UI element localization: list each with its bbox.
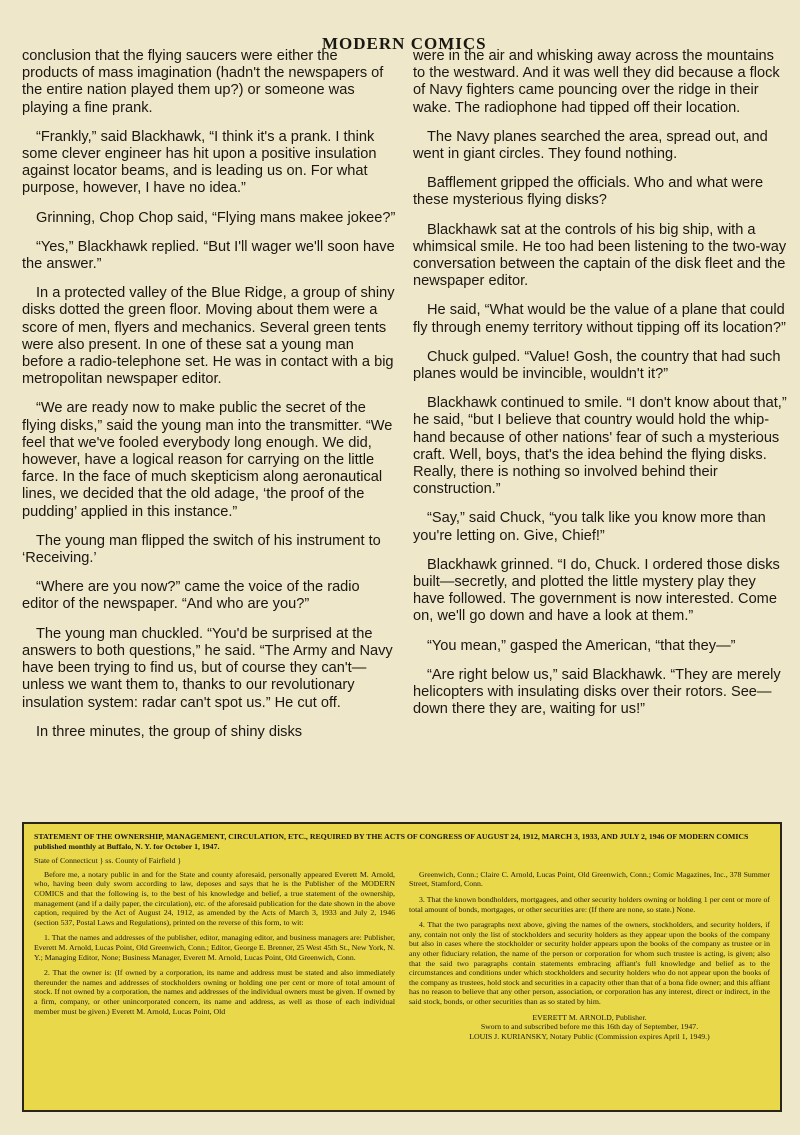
statement-paragraph: 4. That the two paragraphs next above, giving the names of the owners, stockholders, and security holders, if any, contain not only the list of stockholders and security holders as they appear upon the books of the company but also in cases where the stockholder or security holder appears upon the books of the company as trustee or in any other fiduciary relation, the name of the person or corporation for whom such trustee is acting, is given; also that the said two paragraphs contain statements embracing affiant's full knowledge and belief as to the circumstances and conditions under which stockholders and security holders who do not appear upon the books of the company as trustees, hold stock and securities in a capacity other than that of a bona fide owner; and this affiant has no reason to believe that any other person, association, or corporation has any interest, direct or indirect, in the said stock, bonds, or other securities than as so stated by him. [409,920,770,1006]
statement-venue: State of Connecticut } ss. County of Fairfield } [34,856,182,866]
story-paragraph: Grinning, Chop Chop said, “Flying mans makee jokee?” [36,209,396,226]
story-paragraph: “Where are you now?” came the voice of the radio editor of the newspaper. “And who are you?” [22,579,360,613]
statement-left-column [34,870,395,1042]
story-paragraph: The young man flipped the switch of his instrument to ‘Receiving.’ [22,532,381,567]
story-paragraph: Blackhawk grinned. “I do, Chuck. I ordered those disks built—secretly, and plotted the little mystery play they have followed. The government is now interested. Come on, we'll go down and have a look at them.” [413,556,780,625]
story-paragraph: “Are right below us,” said Blackhawk. “They are merely helicopters with insulating disks over their rotors. See—down there they are, waiting for us!” [413,666,781,718]
sworn-line: Sworn to and subscribed before me this 16th day of September, 1947. [480,1022,699,1032]
statement-paragraph: Greenwich, Conn.; Claire C. Arnold, Lucas Point, Old Greenwich, Conn.; Comic Magazines, Inc., 378 Summer Street, Stamford, Conn. [409,869,770,889]
story-paragraph: “Say,” said Chuck, “you talk like you know more than you're letting on. Give, Chief!” [413,510,766,544]
left-text-column [22,48,396,753]
story-paragraph: Blackhawk sat at the controls of his big ship, with a whimsical smile. He too had been listening to the two-way conversation between the captain of the disk fleet and the newspaper editor. [413,221,787,290]
story-paragraph: In a protected valley of the Blue Ridge, a group of shiny disks dotted the green floor. Moving about them were a score of men, flyers and mechanics. Several green tents were also present. In one of these sat a young man before a radio-telephone set. He was in contact with a big metropolitan newspaper editor. [22,285,395,388]
statement-title: STATEMENT OF THE OWNERSHIP, MANAGEMENT, CIRCULATION, ETC., REQUIRED BY THE ACTS OF CONGRESS OF AUGUST 24, 1912, MARCH 3, 1933, AND JULY 2, 1946 OF MODERN COMICS published monthly at Buffalo, N. Y. for October 1, 1947. [34,832,749,851]
story-paragraph: Chuck gulped. “Value! Gosh, the country that had such planes would be invincible, wouldn't it?” [413,348,781,383]
statement-paragraph: 2. That the owner is: (If owned by a corporation, its name and address must be stated and also immediately thereunder the names and addresses of stockholders owning or holding one per cent or more of total amount of stock. If not owned by a corporation, the names and addresses of the individual owners must be given. If owned by a firm, company, or other unincorporated concern, its name and address, as well as those of each individual member must be given.) Everett M. Arnold, Lucas Point, Old [34,968,395,1016]
ownership-statement-box [22,822,782,1112]
story-paragraph: Bafflement gripped the officials. Who and what were these mysterious flying disks? [413,175,764,209]
story-paragraph: conclusion that the flying saucers were either the products of mass imagination (hadn't the newspapers of the entire nation played them up?) or someone was playing a fine prank. [22,48,384,116]
right-text-column [413,48,787,731]
statement-paragraph: 3. That the known bondholders, mortgagees, and other security holders owning or holding 1 per cent or more of total amount of bonds, mortgages, or other securities are: (If there are none, so state.) None. [409,894,770,914]
story-paragraph: The Navy planes searched the area, spread out, and went in giant circles. They found nothing. [413,128,768,163]
story-paragraph: In three minutes, the group of shiny disks [36,723,303,740]
story-paragraph: Blackhawk continued to smile. “I don't know about that,” he said, “but I believe that country would hold the whip-hand because of other nations' fear of such a mysterious craft. Well, boys, that's the idea behind the flying disks. Really, there is nothing so involved behind their construction.” [413,395,787,498]
statement-paragraph: 1. That the names and addresses of the publisher, editor, managing editor, and business managers are: Publisher, Everett M. Arnold, Lucas Point, Old Greenwich, Conn.; Editor, George E. Brenner, 25 West 45th St., New York, N. Y.; Managing Editor, None; Business Manager, Everett M. Arnold, Lucas Point, Old Greenwich, Conn. [34,933,395,962]
story-paragraph: were in the air and whisking away across the mountains to the westward. And it was well they did because a flock of Navy fighters came pouncing over the ridge in their wake. The radiophone had tipped off their location. [413,48,780,116]
notary-signature: LOUIS J. KURIANSKY, Notary Public (Commission expires April 1, 1949.) [469,1031,710,1041]
story-paragraph: “We are ready now to make public the secret of the flying disks,” said the young man into the transmitter. “We feel that we've fooled everybody long enough. We did, however, have a logical reason for carrying on the little farce. In the face of much skepticism along aeronautical lines, we decided that the old adage, ‘the proof of the pudding’ applied in this instance.” [22,400,393,520]
story-paragraph: “You mean,” gasped the American, “that they—” [427,637,736,654]
story-paragraph: “Frankly,” said Blackhawk, “I think it's a prank. I think some clever engineer has hit upon a positive insulation against locator beams, and is leading us on. For what purpose, however, I have no idea.” [22,128,377,197]
statement-paragraph: Before me, a notary public in and for the State and county aforesaid, personally appeared Everett M. Arnold, who, having been duly sworn according to law, deposes and says that he is the Publisher of the MODERN COMICS and that the following is, to the best of his knowledge and belief, a true statement of the ownership, management (and if a daily paper, the circulation), etc. of the aforesaid publication for the date shown in the above caption, required by the Act of August 24, 1912, as amended by the Acts of March 3, 1933 and July 2, 1946 (section 537, Postal Laws and Regulations), printed on the reverse of this form, to wit: [34,869,395,927]
story-paragraph: The young man chuckled. “You'd be surprised at the answers to both questions,” he said. “The Army and Navy have been trying to find us, but of course they can't—unless we want them to, thanks to our revolutionary insulation system: radar can't spot us.” He cut off. [22,625,393,711]
statement-right-column [409,870,770,1042]
magazine-title: MODERN COMICS [322,34,487,53]
story-paragraph: “Yes,” Blackhawk replied. “But I'll wager we'll soon have the answer.” [22,238,395,273]
statement-columns [34,870,770,1042]
story-paragraph: He said, “What would be the value of a plane that could fly through enemy territory without tipping off its location?” [413,302,786,336]
publisher-signature: EVERETT M. ARNOLD, Publisher. [532,1012,647,1022]
